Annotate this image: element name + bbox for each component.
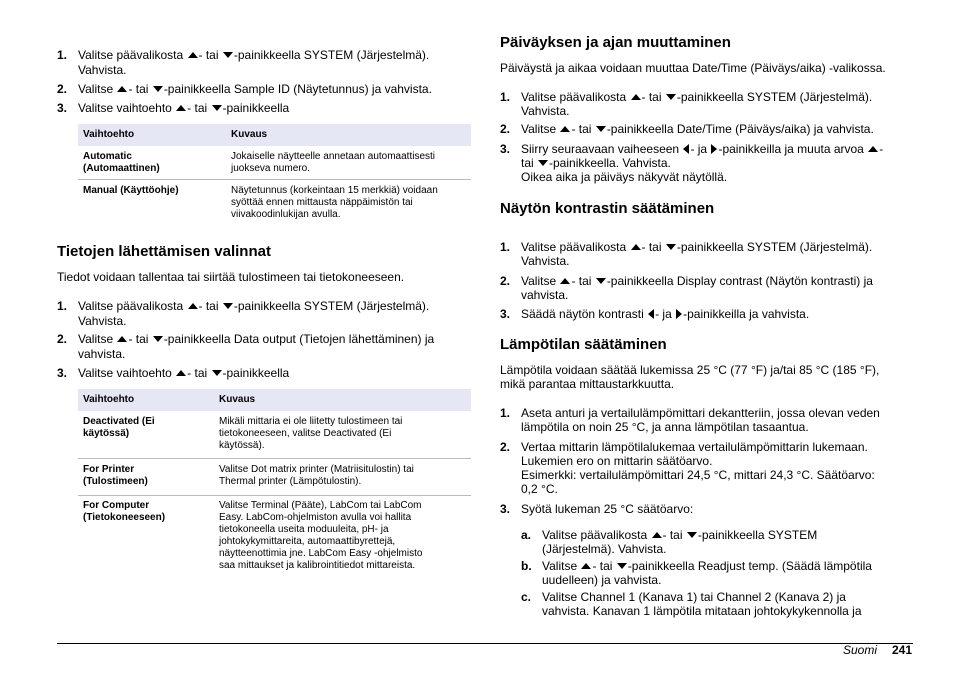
section-intro: Päiväystä ja aikaa voidaan muuttaa Date/Time (Päiväys/aika) -valikossa. xyxy=(500,61,886,75)
arrow-down-icon xyxy=(596,278,606,284)
table-cell-option: Manual (Käyttöohje) xyxy=(83,185,179,196)
section-title-contrast: Näytön kontrastin säätäminen xyxy=(500,200,715,217)
row-divider xyxy=(78,495,471,496)
footer-language: Suomi xyxy=(843,643,878,657)
arrow-up-icon xyxy=(631,244,641,250)
arrow-up-icon xyxy=(581,563,591,569)
step-text: Valitse päävalikosta - tai -painikkeella SYSTEM (Järjestelmä). xyxy=(78,48,430,62)
step-text: Valitse - tai -painikkeella Date/Time (Päiväys/aika) ja vahvista. xyxy=(521,122,874,136)
table-cell-desc: Mikäli mittaria ei ole liitetty tulostimeen tai tietokoneeseen, valitse Deactivated (Ei käytössä). xyxy=(219,416,403,451)
arrow-down-icon xyxy=(153,336,163,342)
arrow-left-icon xyxy=(683,144,689,154)
arrow-up-icon xyxy=(188,52,198,58)
arrow-up-icon xyxy=(868,146,878,152)
options-table-sample-id xyxy=(78,124,471,234)
step-text: Valitse päävalikosta - tai -painikkeella SYSTEM xyxy=(542,528,818,542)
footer-rule xyxy=(57,643,913,644)
arrow-down-icon xyxy=(212,370,222,376)
table-cell-option: Automatic (Automaattinen) xyxy=(83,151,160,174)
table-cell-desc: Valitse Terminal (Pääte), LabCom tai LabCom Easy. LabCom-ohjelmiston avulla voi hallita tietokoneella useita moduuleita, pH- ja johtokykymittareita, automaattibyrettejä, näytteenottimia jne. LabCom Easy -ohjelmisto saa mittaukset ja kalibrointitiedot mittareista. xyxy=(219,500,423,571)
table-header: Vaihtoehto Kuvaus xyxy=(78,389,471,411)
arrow-down-icon xyxy=(666,244,676,250)
table-cell-option: For Printer (Tulostimeen) xyxy=(83,464,148,487)
arrow-down-icon xyxy=(687,532,697,538)
arrow-down-icon xyxy=(617,563,627,569)
page-number: 241 xyxy=(892,643,913,657)
arrow-down-icon xyxy=(223,303,233,309)
step-text: Säädä näytön kontrasti - ja -painikkeilla ja vahvista. xyxy=(521,307,810,321)
arrow-up-icon xyxy=(117,86,127,92)
section-intro: Tiedot voidaan tallentaa tai siirtää tulostimeen tai tietokoneeseen. xyxy=(57,270,405,284)
table-cell-option: For Computer (Tietokoneeseen) xyxy=(83,500,166,523)
step-text: Valitse - tai -painikkeella Data output (Tietojen lähettäminen) ja xyxy=(78,332,435,346)
table-header: Vaihtoehto Kuvaus xyxy=(78,124,471,146)
step-text: Valitse vaihtoehto - tai -painikkeella xyxy=(78,101,290,115)
step-text: Valitse - tai -painikkeella Display contrast (Näytön kontrasti) ja xyxy=(521,274,873,288)
arrow-left-icon xyxy=(648,309,654,319)
step-text: Valitse päävalikosta - tai -painikkeella SYSTEM (Järjestelmä). xyxy=(521,240,873,254)
arrow-down-icon xyxy=(596,126,606,132)
arrow-up-icon xyxy=(176,105,186,111)
arrow-up-icon xyxy=(176,370,186,376)
arrow-down-icon xyxy=(666,94,676,100)
arrow-down-icon xyxy=(212,105,222,111)
section-title-date-time: Päiväyksen ja ajan muuttaminen xyxy=(500,34,731,51)
arrow-up-icon xyxy=(560,126,570,132)
step-text: Valitse Channel 1 (Kanava 1) tai Channel 2 (Kanava 2) ja xyxy=(542,590,846,604)
arrow-up-icon xyxy=(117,336,127,342)
arrow-right-icon xyxy=(711,144,717,154)
step-text: Valitse - tai -painikkeella Readjust temp. (Säädä lämpötila xyxy=(542,559,872,573)
row-divider xyxy=(78,179,471,180)
section-intro: Lämpötila voidaan säätää lukemissa 25 °C (77 °F) ja/tai 85 °C (185 °F), mikä parantaa mittaustarkkuutta. xyxy=(500,363,880,391)
table-cell-desc: Näytetunnus (korkeintaan 15 merkkiä) voidaan syöttää ennen mittausta näppäimistön tai viivakoodinlukijan avulla. xyxy=(231,185,438,220)
arrow-down-icon xyxy=(223,52,233,58)
step-text: Siirry seuraavaan vaiheeseen - ja -painikkeilla ja muuta arvoa - xyxy=(521,142,884,156)
step-text: Valitse vaihtoehto - tai -painikkeella xyxy=(78,366,290,380)
row-divider xyxy=(78,458,471,459)
arrow-down-icon xyxy=(153,86,163,92)
step-text: Valitse päävalikosta - tai -painikkeella SYSTEM (Järjestelmä). xyxy=(521,90,873,104)
arrow-up-icon xyxy=(560,278,570,284)
section-title-data-output: Tietojen lähettämisen valinnat xyxy=(57,243,271,260)
arrow-up-icon xyxy=(652,532,662,538)
arrow-down-icon xyxy=(538,160,548,166)
step-text: Valitse päävalikosta - tai -painikkeella SYSTEM (Järjestelmä). xyxy=(78,299,430,313)
step-text: tai -painikkeella. Vahvista. xyxy=(521,156,671,170)
step-text: Valitse - tai -painikkeella Sample ID (Näytetunnus) ja vahvista. xyxy=(78,82,432,96)
options-table-data-output xyxy=(78,389,471,584)
arrow-up-icon xyxy=(631,94,641,100)
table-cell-option: Deactivated (Ei käytössä) xyxy=(83,416,155,439)
table-cell-desc: Jokaiselle näytteelle annetaan automaattisesti juokseva numero. xyxy=(231,151,436,174)
table-cell-desc: Valitse Dot matrix printer (Matriisitulostin) tai Thermal printer (Lämpötulostin). xyxy=(219,464,414,487)
arrow-up-icon xyxy=(188,303,198,309)
arrow-right-icon xyxy=(676,309,682,319)
section-title-temperature: Lämpötilan säätäminen xyxy=(500,336,667,353)
